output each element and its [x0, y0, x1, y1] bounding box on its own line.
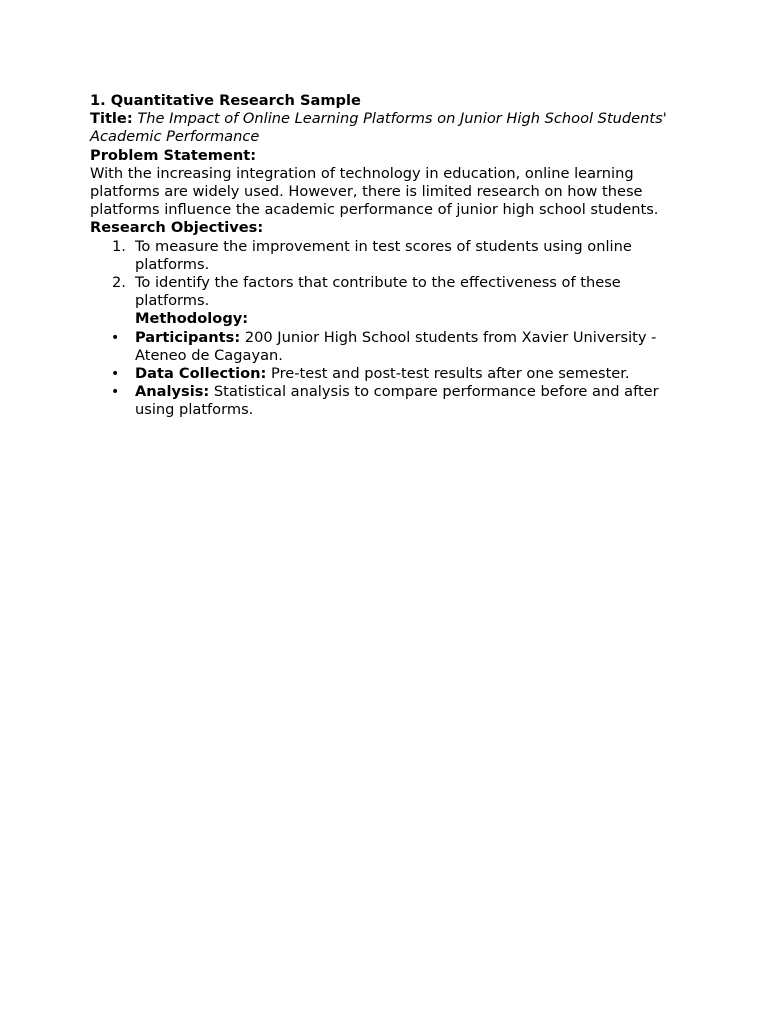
list-item	[90, 238, 690, 274]
list-item	[90, 329, 690, 365]
objective-text: To measure the improvement in test scores of students using online platforms.	[135, 237, 632, 273]
objectives-label: Research Objectives:	[90, 219, 264, 237]
participants-label: Participants:	[135, 328, 241, 346]
problem-label: Problem Statement:	[90, 146, 257, 164]
list-item	[90, 274, 690, 310]
bullet-icon: •	[111, 384, 120, 401]
analysis-label: Analysis:	[135, 383, 210, 401]
methodology-label: Methodology:	[135, 310, 249, 328]
section-heading: 1. Quantitative Research Sample	[90, 92, 361, 109]
analysis-text: Statistical analysis to compare performance before and after using platforms.	[135, 383, 659, 419]
title-line	[90, 110, 690, 146]
objectives-list	[90, 238, 690, 311]
list-item	[90, 383, 690, 419]
title-text: The Impact of Online Learning Platforms on Junior High School Students' Academic Performance	[90, 110, 667, 146]
data-collection-text: Pre-test and post-test results after one semester.	[271, 365, 630, 383]
list-item	[90, 365, 690, 383]
objective-text: To identify the factors that contribute to the effectiveness of these platforms.	[135, 274, 621, 310]
title-label: Title:	[90, 110, 133, 128]
participants-text: 200 Junior High School students from Xavier University - Ateneo de Cagayan.	[135, 328, 657, 364]
methodology-list	[90, 329, 690, 420]
bullet-icon: •	[111, 329, 120, 346]
data-collection-label: Data Collection:	[135, 365, 267, 383]
list-number: 2.	[112, 274, 126, 292]
bullet-icon: •	[111, 366, 120, 383]
document-body	[90, 92, 690, 420]
problem-text: With the increasing integration of technology in education, online learning platforms are widely used. However, there is limited research on how these platforms influence the academic performance of junior high school students.	[90, 164, 659, 219]
list-number: 1.	[112, 237, 126, 255]
